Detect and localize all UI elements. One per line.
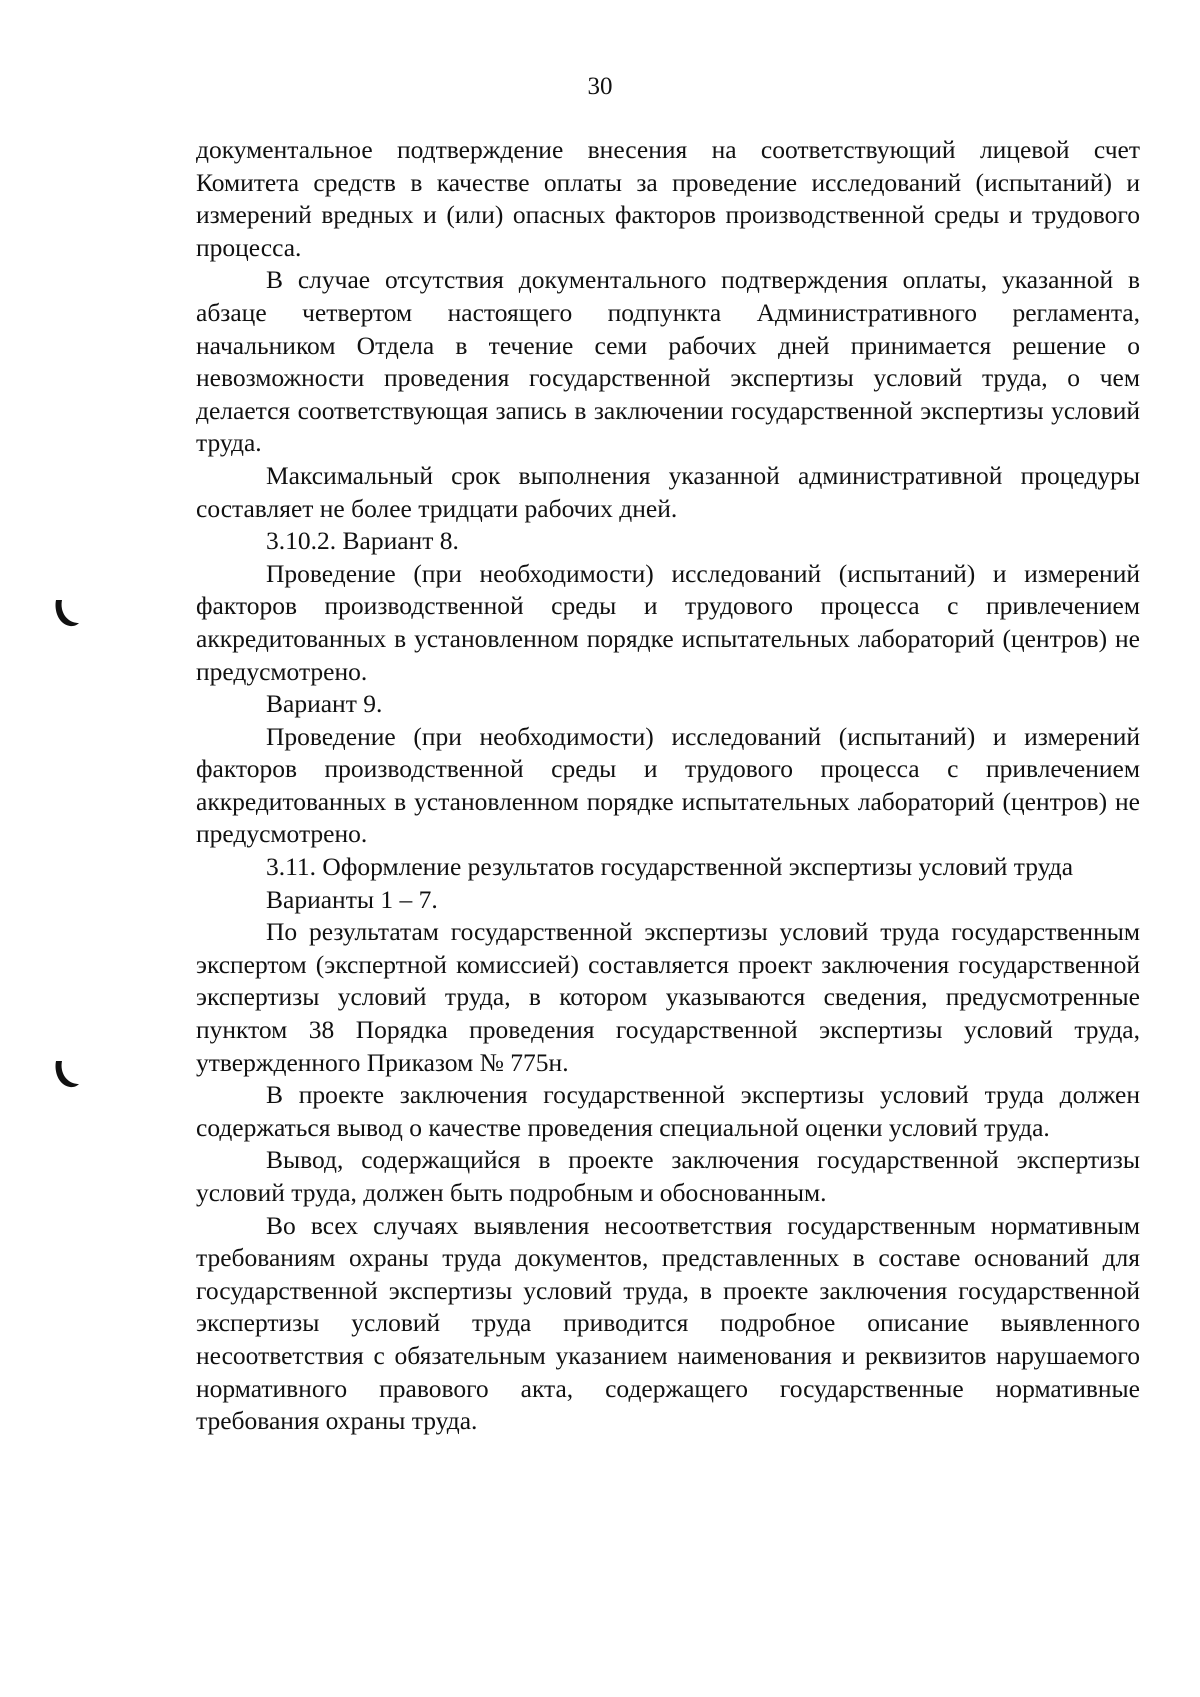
paragraph-conclusion-quality: В проекте заключения государственной экспертизы условий труда должен содержаться вывод о качестве проведения специальной оценки условий труда. — [196, 1080, 1140, 1142]
paragraph-max-term: Максимальный срок выполнения указанной административной процедуры составляет не более тридцати рабочих дней. — [196, 460, 1140, 523]
paragraph-conclusion-detailed: Вывод, содержащийся в проекте заключения государственной экспертизы условий труда, должен быть подробным и обоснованным. — [196, 1145, 1140, 1207]
section-heading-variant-9: Вариант 9. — [266, 689, 383, 719]
crescent-punch-mark-icon — [52, 1059, 80, 1091]
section-heading-3-10-2: 3.10.2. Вариант 8. — [266, 526, 459, 556]
paragraph-payment-confirmation: документальное подтверждение внесения на соответствующий лицевой счет Комитета средств в качестве оплаты за проведение исследований (испытаний) и измерений вредных и (или) опасных факторов производственной среды и трудового процесса. — [196, 135, 1140, 262]
page-number: 30 — [587, 73, 613, 100]
section-heading-3-11: 3.11. Оформление результатов государственной экспертизы условий труда — [266, 852, 1074, 882]
paragraph-variant-8: Проведение (при необходимости) исследований (испытаний) и измерений факторов производственной среды и трудового процесса с привлечением аккредитованных в установленном порядке испытательных лабораторий (центров) не предусмотрено. — [196, 558, 1140, 686]
paragraph-no-payment: В случае отсутствия документального подтверждения оплаты, указанной в абзаце четвертом настоящего подпункта Административного регламента, начальником Отдела в течение семи рабочих дней принимается решение о невозможности проведения государственной экспертизы условий труда, о чем делается соответствующая запись в заключении государственной экспертизы условий труда. — [196, 265, 1140, 458]
paragraph-nonconformity: Во всех случаях выявления несоответствия государственным нормативным требованиям охраны труда документов, представленных в составе оснований для государственной экспертизы условий труда, в проекте заключения государственной экспертизы условий труда приводится подробное описание выявленного несоответствия с обязательным указанием наименования и реквизитов нарушаемого нормативного правового акта, содержащего государственные нормативные требования охраны труда. — [196, 1210, 1140, 1436]
crescent-punch-mark-icon — [52, 598, 80, 630]
crescent-punch-mark-icon — [52, 1059, 80, 1091]
document-body — [196, 134, 1140, 1438]
section-heading-variants-1-7: Варианты 1 – 7. — [266, 884, 438, 914]
crescent-punch-mark-icon — [52, 598, 80, 630]
paragraph-draft-conclusion: По результатам государственной экспертизы условий труда государственным экспертом (экспертной комиссией) составляется проект заключения государственной экспертизы условий труда, в котором указываются сведения, предусмотренные пунктом 38 Порядка проведения государственной экспертизы условий труда, утвержденного Приказом № 775н. — [196, 917, 1140, 1077]
paragraph-variant-9: Проведение (при необходимости) исследований (испытаний) и измерений факторов производственной среды и трудового процесса с привлечением аккредитованных в установленном порядке испытательных лабораторий (центров) не предусмотрено. — [196, 721, 1140, 849]
